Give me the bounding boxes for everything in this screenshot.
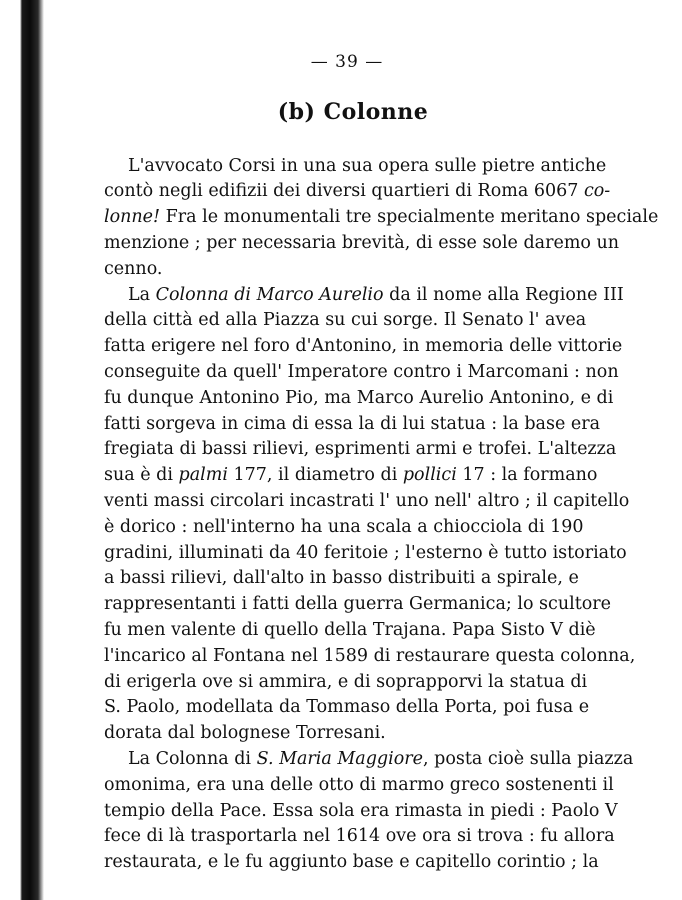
text-line: è dorico : nell'interno ha una scala a chiocciola di 190	[104, 516, 584, 537]
text-line: l'incarico al Fontana nel 1589 di restaurare questa colonna,	[104, 645, 636, 666]
text-line: venti massi circolari incastrati l' uno nell' altro ; il capitello	[104, 490, 630, 511]
text-line: gradini, illuminati da 40 feritoie ; l'esterno è tutto istoriato	[104, 542, 627, 563]
text-line: fatta erigere nel foro d'Antonino, in memoria delle vittorie	[104, 336, 623, 357]
text-line: restaurata, e le fu aggiunto base e capitello corintio ; la	[104, 852, 599, 873]
text-line: L'avvocato Corsi in una sua opera sulle pietre antiche	[128, 155, 607, 176]
page-number: — 39 —	[310, 52, 384, 72]
text-line: La Colonna di S. Maria Maggiore, posta cioè sulla piazza	[128, 748, 634, 769]
paragraph-santa-maria-maggiore	[104, 747, 634, 876]
text-line: sua è di palmi 177, il diametro di pollici 17 : la formano	[104, 465, 598, 486]
paragraph-marco-aurelio	[104, 283, 636, 747]
text-line: a bassi rilievi, dall'alto in basso distribuiti a spirale, e	[104, 568, 579, 589]
text-line: fatti sorgeva in cima di essa la di lui statua : la base era	[104, 413, 601, 434]
text-line: menzione ; per necessaria brevità, di esse sole daremo un	[104, 232, 620, 253]
text-line: tempio della Pace. Essa sola era rimasta in piedi : Paolo V	[104, 800, 618, 821]
text-line: fregiata di bassi rilievi, esprimenti armi e trofei. L'altezza	[104, 439, 617, 460]
text-line: di erigerla ove si ammira, e di soprapporvi la statua di	[104, 671, 588, 692]
text-line: S. Paolo, modellata da Tommaso della Porta, poi fusa e	[104, 697, 590, 718]
text-line: contò negli edifizii dei diversi quartieri di Roma 6067 co-	[104, 181, 611, 202]
book-binding-shadow	[0, 0, 44, 900]
text-line: rappresentanti i fatti della guerra Germanica; lo scultore	[104, 594, 611, 615]
text-line: fu dunque Antonino Pio, ma Marco Aurelio Antonino, e di	[104, 387, 614, 408]
section-title: (b) Colonne	[277, 98, 429, 125]
book-page	[104, 50, 659, 876]
text-line: fece di là trasportarla nel 1614 ove ora si trova : fu allora	[104, 826, 615, 847]
text-line: lonne! Fra le monumentali tre specialmente meritano speciale	[104, 207, 659, 228]
text-line: fu men valente di quello della Trajana. Papa Sisto V diè	[104, 619, 596, 640]
text-line: della città ed alla Piazza su cui sorge. Il Senato l' avea	[104, 310, 587, 331]
text-line: cenno.	[104, 258, 163, 279]
text-line: conseguite da quell' Imperatore contro i Marcomani : non	[104, 361, 619, 382]
text-line: omonima, era una delle otto di marmo greco sostenenti il	[104, 774, 614, 795]
text-line: dorata dal bolognese Torresani.	[104, 723, 386, 744]
paragraph-intro	[104, 154, 659, 283]
text-line: La Colonna di Marco Aurelio da il nome alla Regione III	[128, 284, 624, 305]
